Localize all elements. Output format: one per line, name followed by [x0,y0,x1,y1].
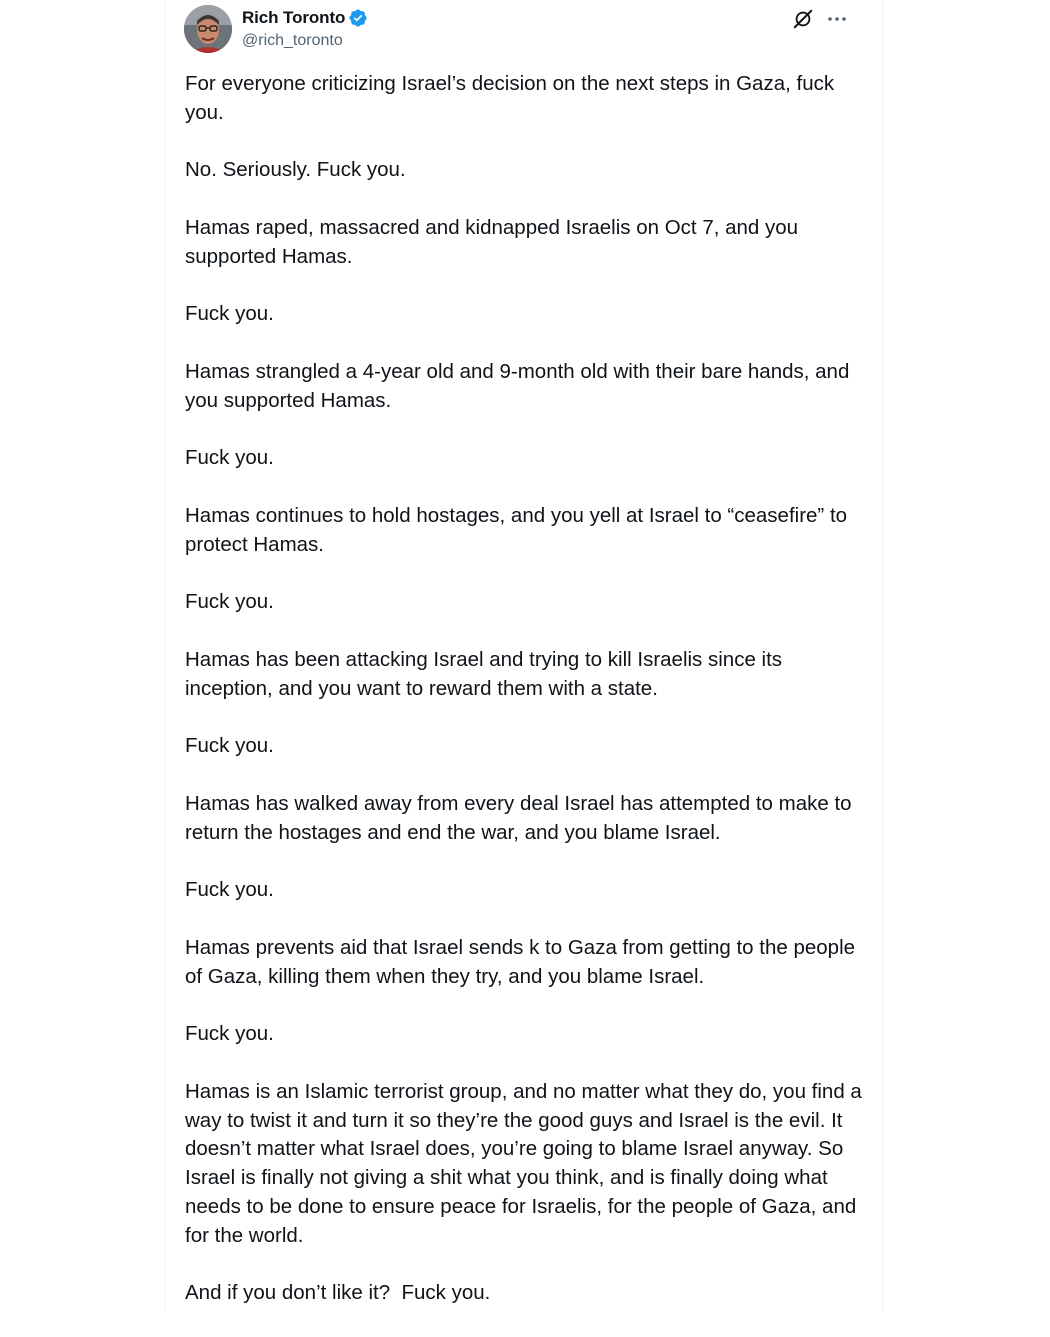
tweet-paragraph: Hamas prevents aid that Israel sends k to Gaza from getting to the people of Gaza, killing them when they try, and you blame Israel. [185,935,861,988]
tweet-card [164,0,883,1312]
tweet-paragraph: Hamas strangled a 4-year old and 9-month old with their bare hands, and you supported Hamas. [185,359,856,412]
verified-badge-icon [348,8,368,28]
display-name[interactable]: Rich Toronto [242,8,346,27]
author-info [242,7,368,50]
grok-icon[interactable] [792,8,814,30]
tweet-paragraph: And if you don’t like it? Fuck you. [185,1281,491,1305]
name-row [242,7,368,29]
tweet-header [184,5,864,55]
tweet-paragraph: Fuck you. [185,878,274,902]
tweet-paragraph: Fuck you. [185,590,274,614]
tweet-paragraph: Fuck you. [185,446,274,470]
tweet-text [185,70,869,1337]
more-options-icon[interactable] [826,10,848,28]
tweet-paragraph: Fuck you. [185,1022,274,1046]
tweet-paragraph: Hamas is an Islamic terrorist group, and no matter what they do, you find a way to twist it and turn it so they’re the good guys and Israel is the evil. It doesn’t matter what Israel does, you’re going to blame Israel anyway. So Israel is finally not giving a shit what you think, and is finally doing what needs to be done to ensure peace for Israelis, for the people of Gaza, and for the world. [185,1079,868,1247]
tweet-paragraph: No. Seriously. Fuck you. [185,158,406,182]
handle[interactable]: @rich_toronto [242,32,343,49]
tweet-paragraph: For everyone criticizing Israel’s decision on the next steps in Gaza, fuck you. [185,72,840,124]
avatar[interactable] [184,5,232,53]
tweet-paragraph: Hamas continues to hold hostages, and you yell at Israel to “ceasefire” to protect Hamas. [185,503,853,556]
tweet-paragraph: Hamas has been attacking Israel and trying to kill Israelis since its inception, and you want to reward them with a state. [185,647,788,700]
tweet-paragraph: Fuck you. [185,302,274,326]
tweet-paragraph: Hamas raped, massacred and kidnapped Israelis on Oct 7, and you supported Hamas. [185,215,804,268]
avatar-image [184,5,232,53]
tweet-paragraph: Hamas has walked away from every deal Israel has attempted to make to return the hostages and end the war, and you blame Israel. [185,791,858,844]
tweet-paragraph: Fuck you. [185,734,274,758]
